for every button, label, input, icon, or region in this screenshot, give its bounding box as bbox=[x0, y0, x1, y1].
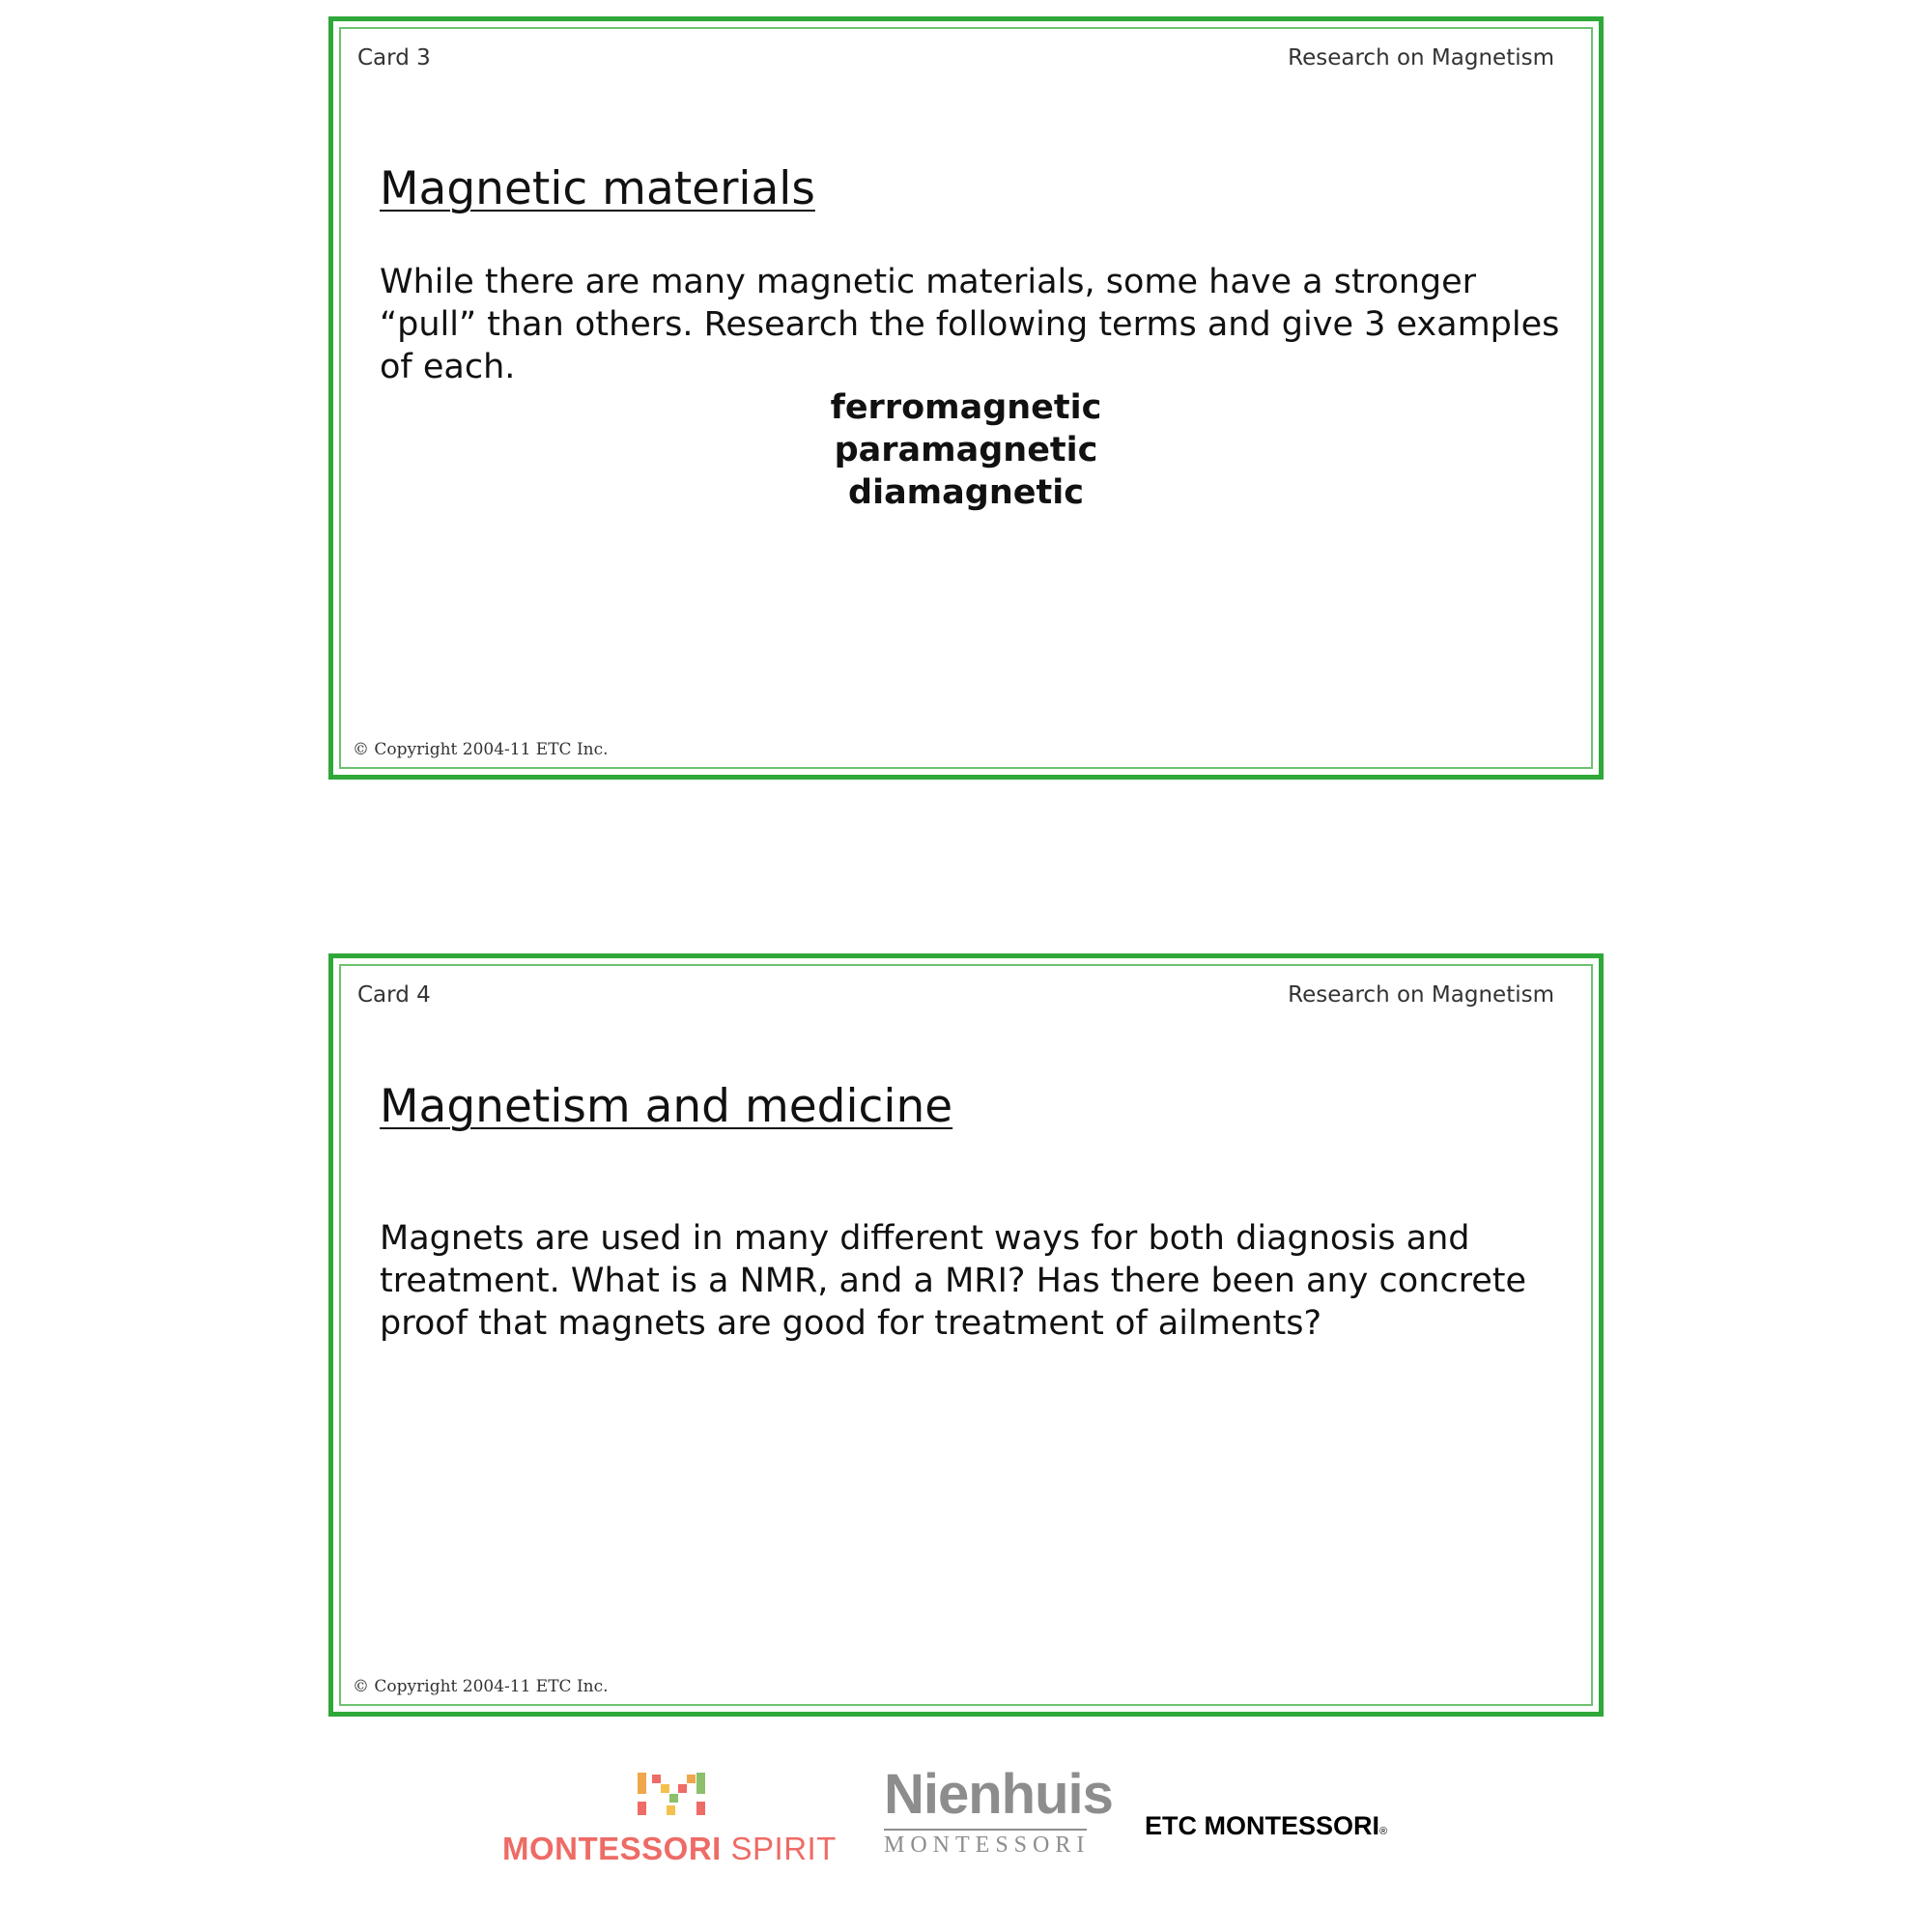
card-inner-border bbox=[339, 27, 1593, 769]
term-item: diamagnetic bbox=[848, 473, 1084, 512]
brand-logos bbox=[0, 1763, 1932, 1898]
copyright-notice: © Copyright 2004-11 ETC Inc. bbox=[353, 1677, 609, 1696]
card-number: Card 4 bbox=[357, 982, 431, 1008]
card-series-title: Research on Magnetism bbox=[1288, 982, 1554, 1008]
card-title: Magnetism and medicine bbox=[380, 1080, 953, 1133]
montessori-spirit-mark-icon bbox=[638, 1773, 705, 1817]
montessori-spirit-wordmark: MONTESSORI SPIRIT bbox=[502, 1831, 837, 1866]
task-card-4 bbox=[328, 953, 1604, 1717]
card-number: Card 3 bbox=[357, 45, 431, 71]
nienhuis-wordmark: Nienhuis bbox=[884, 1763, 1113, 1826]
card-body-text: Magnets are used in many different ways for both diagnosis and treatment. What is a NMR, and a MRI? Has there been any concrete proof that magnets are good for treatment of ailments? bbox=[380, 1219, 1527, 1343]
registered-mark: ® bbox=[1379, 1826, 1388, 1837]
nienhuis-subtitle: MONTESSORI bbox=[884, 1829, 1087, 1860]
task-card-3 bbox=[328, 16, 1604, 780]
terms-list bbox=[341, 386, 1591, 514]
term-item: paramagnetic bbox=[834, 431, 1098, 469]
montessori-spirit-logo bbox=[502, 1773, 837, 1879]
card-inner-border bbox=[339, 964, 1593, 1706]
etc-montessori-logo: ETC MONTESSORI® bbox=[1145, 1811, 1388, 1840]
card-series-title: Research on Magnetism bbox=[1288, 45, 1554, 71]
nienhuis-logo bbox=[884, 1763, 1113, 1879]
card-body-text: While there are many magnetic materials, some have a stronger “pull” than others. Research the following terms and give 3 examples of each. bbox=[380, 263, 1560, 386]
card-title: Magnetic materials bbox=[380, 162, 815, 215]
copyright-notice: © Copyright 2004-11 ETC Inc. bbox=[353, 740, 609, 759]
term-item: ferromagnetic bbox=[830, 388, 1102, 427]
